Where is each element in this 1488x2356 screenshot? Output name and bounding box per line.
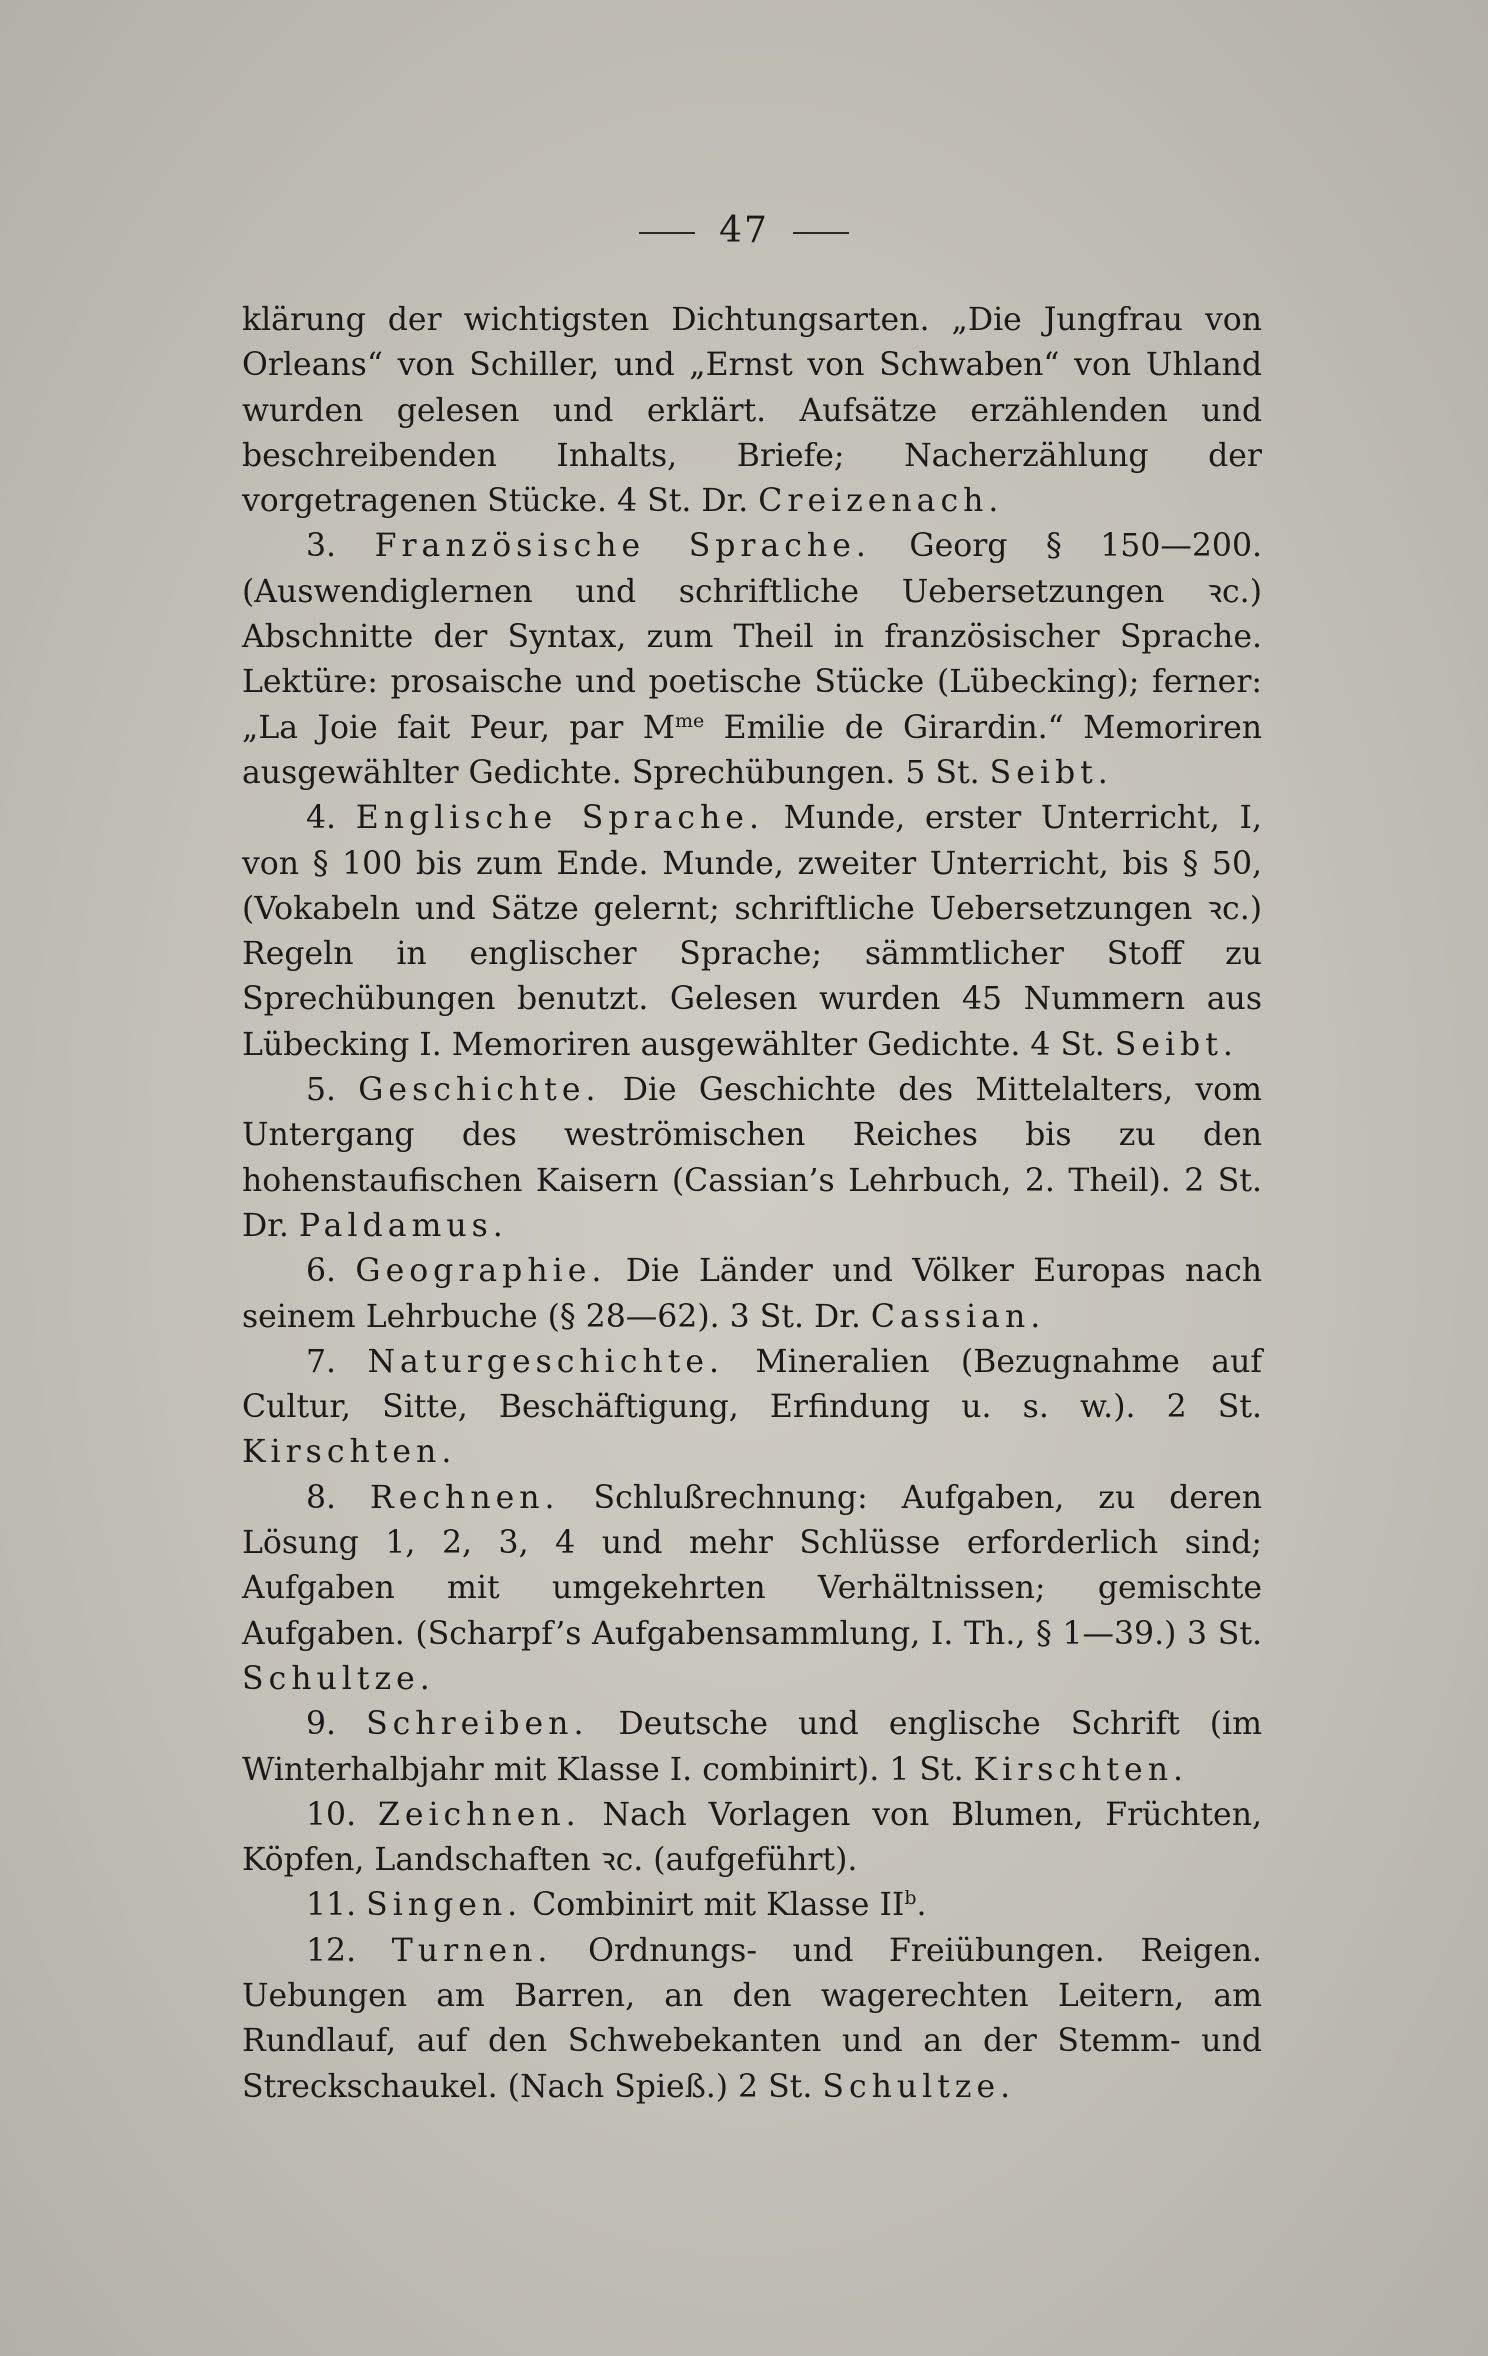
item-text: Deutsche und englische Schrift (im Winterhalbjahr mit Klasse I. combinirt). 1 St. bbox=[242, 1706, 1263, 1788]
item-superscript: b bbox=[904, 1887, 917, 1910]
item-english bbox=[242, 796, 1262, 1068]
item-subject: Turnen. bbox=[391, 1932, 553, 1969]
item-number: 8. bbox=[306, 1479, 337, 1516]
teacher-name: Creizenach. bbox=[758, 483, 1004, 520]
teacher-name: Schultze. bbox=[242, 1660, 435, 1697]
item-text: Die Geschichte des Mittelalters, vom Untergang des weströmischen Reiches bis zu den hohenstaufischen Kaisern (Cassian’s Lehrbuch, 2. Theil). 2 St. Dr. bbox=[242, 1072, 1262, 1244]
teacher-name: Paldamus. bbox=[298, 1207, 508, 1244]
page-number bbox=[0, 210, 1488, 251]
item-subject: Geschichte. bbox=[358, 1072, 601, 1109]
item-text: Schlußrechnung: Aufgaben, zu deren Lösung 1, 2, 3, 4 und mehr Schlüsse erforderlich sind; Aufgaben mit umgekehrten Verhältnissen; gemischte Aufgaben. (Scharpf’s Aufgabensammlung, I. Th., § 1—39.) 3 St. bbox=[242, 1479, 1263, 1652]
paragraph-text: klärung der wichtigsten Dichtungsarten. „Die Jungfrau von Orleans“ von Schiller, und „Ernst von Schwaben“ von Uhland wurden gelesen und erklärt. Aufsätze erzählenden und beschreibenden Inhalts, Briefe; Nacherzählung der vorgetragenen Stücke. 4 St. Dr. bbox=[242, 302, 1262, 520]
item-number: 11. bbox=[306, 1887, 357, 1924]
item-arithmetic bbox=[242, 1476, 1262, 1702]
teacher-name: Seibt. bbox=[1114, 1026, 1238, 1063]
item-geography bbox=[242, 1249, 1262, 1340]
item-text: Georg § 150—200. (Auswendiglernen und schriftliche Uebersetzungen ꝛc.) Abschnitte der Syntax, zum Theil in französischer Sprache. Lektüre: prosaische und poetische Stücke (Lübecking); ferner: „La Joie fait Peur, par M bbox=[242, 528, 1263, 746]
item-text: Nach Vorlagen von Blumen, Früchten, Köpfen, Landschaften ꝛc. (aufgeführt). bbox=[242, 1796, 1263, 1879]
dash-left bbox=[639, 232, 695, 234]
item-subject: Französische Sprache. bbox=[374, 528, 871, 565]
item-text: Mineralien (Bezugnahme auf Cultur, Sitte, Beschäftigung, Erfindung u. s. w.). 2 St. bbox=[242, 1343, 1263, 1426]
item-number: 7. bbox=[306, 1343, 337, 1380]
teacher-name: Kirschten. bbox=[242, 1434, 457, 1471]
item-text: Die Länder und Völker Europas nach seinem Lehrbuche (§ 28—62). 3 St. Dr. bbox=[242, 1253, 1263, 1335]
item-number: 6. bbox=[306, 1253, 337, 1290]
item-number: 4. bbox=[306, 800, 337, 837]
dash-right bbox=[793, 232, 849, 234]
item-number: 12. bbox=[306, 1932, 357, 1969]
item-text-cont: . bbox=[916, 1887, 927, 1924]
item-natural-history bbox=[242, 1340, 1262, 1476]
teacher-name: Cassian. bbox=[870, 1298, 1046, 1335]
item-writing bbox=[242, 1702, 1262, 1793]
item-subject: Geographie. bbox=[355, 1253, 607, 1290]
item-number: 9. bbox=[306, 1706, 337, 1743]
item-text: Munde, erster Unterricht, I, von § 100 bis zum Ende. Munde, zweiter Unterricht, bis § 50, (Vokabeln und Sätze gelernt; schriftliche Uebersetzungen ꝛc.) Regeln in englischer Sprache; sämmtlicher Stoff zu Sprechübungen benutzt. Gelesen wurden 45 Nummern aus Lübecking I. Memoriren ausgewählter Gedichte. 4 St. bbox=[242, 800, 1263, 1063]
item-subject: Naturgeschichte. bbox=[367, 1343, 725, 1380]
item-text-cont: Emilie de Girardin.“ Memoriren ausgewählter Gedichte. Sprechübungen. 5 St. bbox=[242, 709, 1262, 791]
body-text bbox=[242, 298, 1262, 2110]
item-subject: Schreiben. bbox=[366, 1706, 589, 1743]
item-superscript: me bbox=[675, 709, 705, 732]
paragraph-continuation bbox=[242, 298, 1262, 524]
item-text: Ordnungs- und Freiübungen. Reigen. Uebungen am Barren, an den wagerechten Leitern, am Rundlauf, auf den Schwebekanten und an der Stemm- und Streckschaukel. (Nach Spieß.) 2 St. bbox=[242, 1932, 1263, 2105]
teacher-name: Kirschten. bbox=[973, 1751, 1189, 1788]
teacher-name: Schultze. bbox=[822, 2068, 1016, 2105]
teacher-name: Seibt. bbox=[989, 754, 1113, 791]
item-number: 3. bbox=[306, 528, 337, 565]
item-number: 5. bbox=[306, 1072, 337, 1109]
item-subject: Rechnen. bbox=[370, 1479, 560, 1516]
item-french bbox=[242, 524, 1262, 796]
item-singing bbox=[242, 1883, 1262, 1928]
item-subject: Zeichnen. bbox=[377, 1796, 581, 1833]
item-number: 10. bbox=[306, 1796, 357, 1833]
page-number-value: 47 bbox=[719, 210, 769, 251]
item-history bbox=[242, 1068, 1262, 1249]
item-text: Combinirt mit Klasse II bbox=[532, 1887, 905, 1924]
item-subject: Singen. bbox=[366, 1887, 523, 1924]
item-subject: Englische Sprache. bbox=[355, 800, 764, 837]
item-gymnastics bbox=[242, 1929, 1262, 2110]
item-drawing bbox=[242, 1793, 1262, 1884]
